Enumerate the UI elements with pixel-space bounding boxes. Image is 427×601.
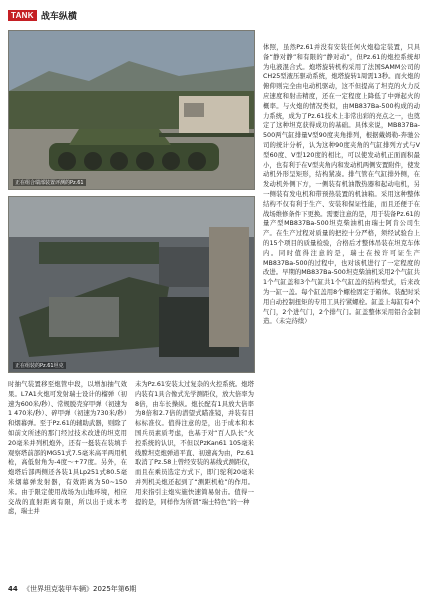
page-footer — [8, 584, 136, 594]
right-column-text: 体照，虽然Pz.61并没有安装任何火炮稳定装置，只具备“静对静”和有限的“静对动”，但Pz.61的炮控系统却为电液混合式。炮塔旋转机构采用了法国SAMM公司的CH25型液压驱动系统，炮塔旋转1周需13秒。而火炮的俯仰则完全由电动机驱动，这不但提高了坦克的火力反应速度和射击精度，还在一定程度上降低了中弹起火的概率。与火炮的情况类似，由MB837Ba-500构成的动力系统，成为了Pz.61技术上非常出彩的亮点之一，也奠定了这种坦克获得成功的基础。具体来说，MB837Ba-500两气缸排量V型90度夹角排列，根据戴姆勒-奔驰公司的统计分析，认为这种90度夹角的气缸排列方式与V型60度、V型120度的相比，可以使发动机正面面积最小，也有利于在V型夹角内和发动机两侧安置附件，使发动机外形呈矩形，结构紧凑。排气管在气缸排外侧，在发动机外侧下方，一侧装有机油散热器和起动电机，另一侧装有发电机和带预热装置的机油箱。采用这种整体结构不仅有利于生产、安装和保证性能，而且还便于在战场维修条件下更换。需要注意的是，用于装备Pz.61的量产型MB837Ba-500坦克柴油机由瑞士阿肯公司生产。在生产过程对质量的把控十分严格，须经试验台上的15个项目的质量检验，合格后才整体吊装在坦克车体内。同时值得注意的是，瑞士在按许可证生产MB837Ba-500的过程中，也对该机进行了一定程度的改进。早期的MB837Ba-500坦克柴油机采用2个气缸共1个气缸盖和3个气缸共1个气缸盖的结构型式，后来改为一缸一盖。每个缸盖用8个螺栓固定于箱体。装配时采用自动控制扭矩的专用工具拧紧螺栓。缸盖上每缸有4个气门，2个进气门，2个排气门。缸盖整体采用铝合金制造。（未完待续） — [263, 44, 420, 326]
bottom-photo-caption: 正在组装的Pz.61坦克 — [15, 363, 64, 369]
tank-yard-image — [9, 31, 254, 189]
page-number: 44 — [8, 585, 18, 593]
issue-label: 《世界坦克装甲车辆》2025年第6期 — [22, 585, 137, 593]
left-column-text: 时抽气装置移至炮管中段，以增加抽气效果。L7A1火炮可发射瑞士设计的榴弹（初速为600米/秒）、常规脱壳穿甲弹（初速为1 470米/秒）、碎甲弹（初速为730米/秒）和烟幕弹。至于Pz.61的辅助武器，则除了如前文所述的那门经过技术改进的坦克用20毫米并列机炮外，还有一挺装在装填手观察塔前部的MG51式7.5毫米高平两用机枪，高低射角为-4度～+77度。另外，在炮塔后部两侧还各装1具Lp251式80.5毫米烟幕弹发射器，有效距离为50~150米。由于限定使用战场为山地环境，相应交战的直射距离有限，所以出于成本考虑，瑞士并 — [8, 381, 127, 516]
top-photo — [8, 30, 255, 190]
left-column — [8, 380, 127, 576]
middle-column — [135, 380, 254, 576]
top-photo-caption: 正在组合瑞部装置评测的Pz.61 — [15, 180, 84, 186]
factory-image — [9, 197, 254, 372]
section-header — [8, 8, 77, 22]
bottom-photo — [8, 196, 255, 373]
middle-column-text: 未为Pz.61安装太过复杂的火控系统。炮塔内装有1具合像式光学测距仪，放大倍率为8倍，由车长操纵。炮长配有1具放大倍率为8倍和2.7倍的潜望式瞄准镜，并装有目标标准仪。值得注意的是，出于成本和本国兵员素质考虑，也基于对“百人队长”火控系统的认识，不但以PzKan61 105毫米线膛坦克炮弹道平直、初速高为由，Pz.61取消了Pz.58上曾经安装的基线式测距仪，而且在乘员选定方式下，即门驼利20毫米并列机关炮还起到了“测距机枪”的作用。用来指引主炮实施快速简易射击。值得一提的是，同样作为所谓“瑞士特色”的一种 — [135, 381, 254, 506]
right-column — [263, 43, 420, 575]
section-title: 战车纵横 — [40, 11, 77, 22]
tank-badge: TANK — [8, 10, 37, 21]
